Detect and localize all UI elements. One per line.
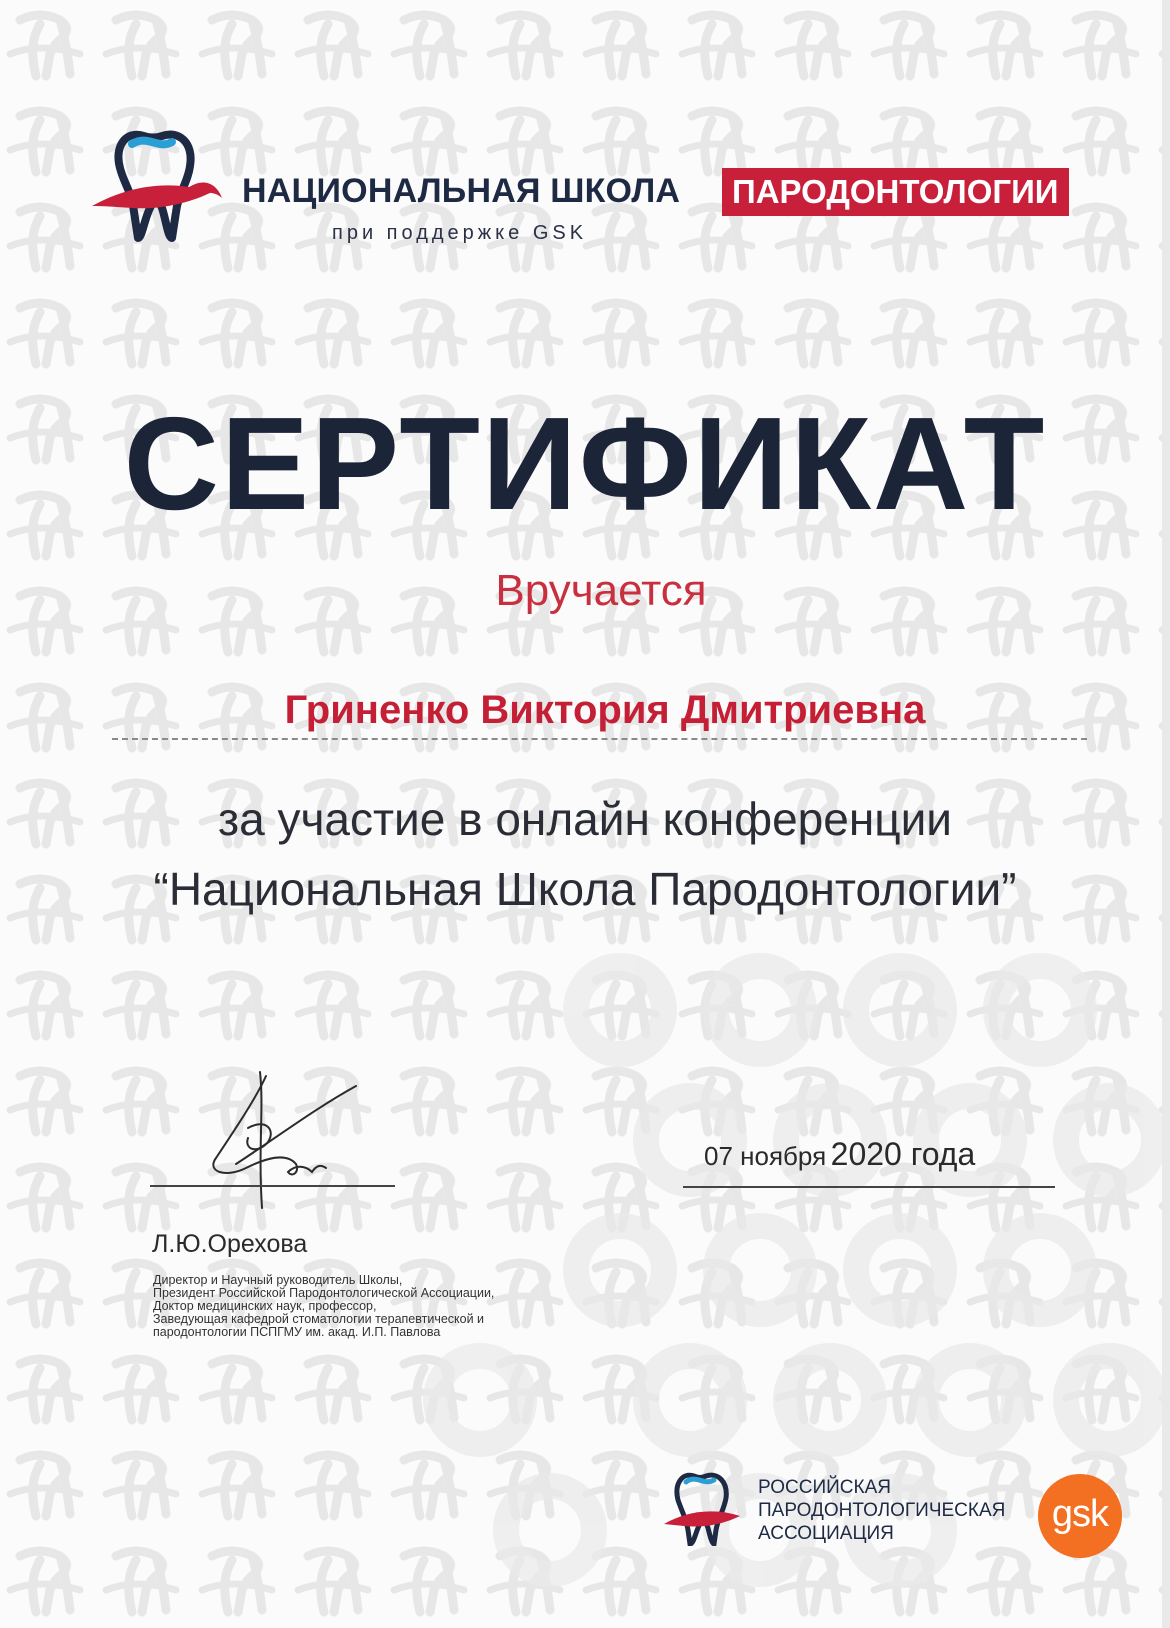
date-day-month: 07 ноября <box>704 1141 827 1171</box>
signer-name: Л.Ю.Орехова <box>152 1230 308 1258</box>
association-name-line: АССОЦИАЦИЯ <box>758 1523 894 1544</box>
certificate-title: СЕРТИФИКАТ <box>123 390 1047 537</box>
date-line <box>683 1186 1055 1188</box>
awarded-label: Вручается <box>495 566 707 615</box>
signer-title-line: Президент Российской Пародонтологической Ассоциации, <box>153 1286 495 1300</box>
recipient-name: Гриненко Виктория Дмитриевна <box>284 688 926 732</box>
signer-title-line: пародонтологии ПСПГМУ им. акад. И.П. Павлова <box>153 1325 441 1339</box>
association-name-line: ПАРОДОНТОЛОГИЧЕСКАЯ <box>758 1500 1006 1521</box>
issue-date <box>704 1136 975 1173</box>
school-name-highlight: ПАРОДОНТОЛОГИИ <box>722 168 1069 216</box>
school-name: НАЦИОНАЛЬНАЯ ШКОЛА <box>242 172 681 210</box>
recipient-underline <box>112 738 1087 740</box>
signer-title-line: Доктор медицинских наук, профессор, <box>153 1299 377 1313</box>
signer-title-line: Директор и Научный руководитель Школы, <box>153 1273 403 1287</box>
association-name-line: РОССИЙСКАЯ <box>758 1477 891 1498</box>
sponsor-subtitle: при поддержке GSK <box>332 222 588 244</box>
signature-line <box>150 1185 395 1187</box>
gsk-logo: gsk <box>1038 1474 1122 1558</box>
date-year: 2020 года <box>830 1136 976 1172</box>
signer-title-line: Заведующая кафедрой стоматологии терапевтической и <box>153 1312 485 1326</box>
reason-line-1: за участие в онлайн конференции <box>217 793 952 845</box>
tooth-logo-icon <box>92 128 242 244</box>
signer-title <box>153 1274 494 1339</box>
association-tooth-logo-icon <box>664 1470 754 1546</box>
association-name <box>758 1476 1005 1545</box>
reason-line-2: “Национальная Школа Пародонтологии” <box>153 863 1017 915</box>
handwritten-signature <box>196 1068 366 1218</box>
